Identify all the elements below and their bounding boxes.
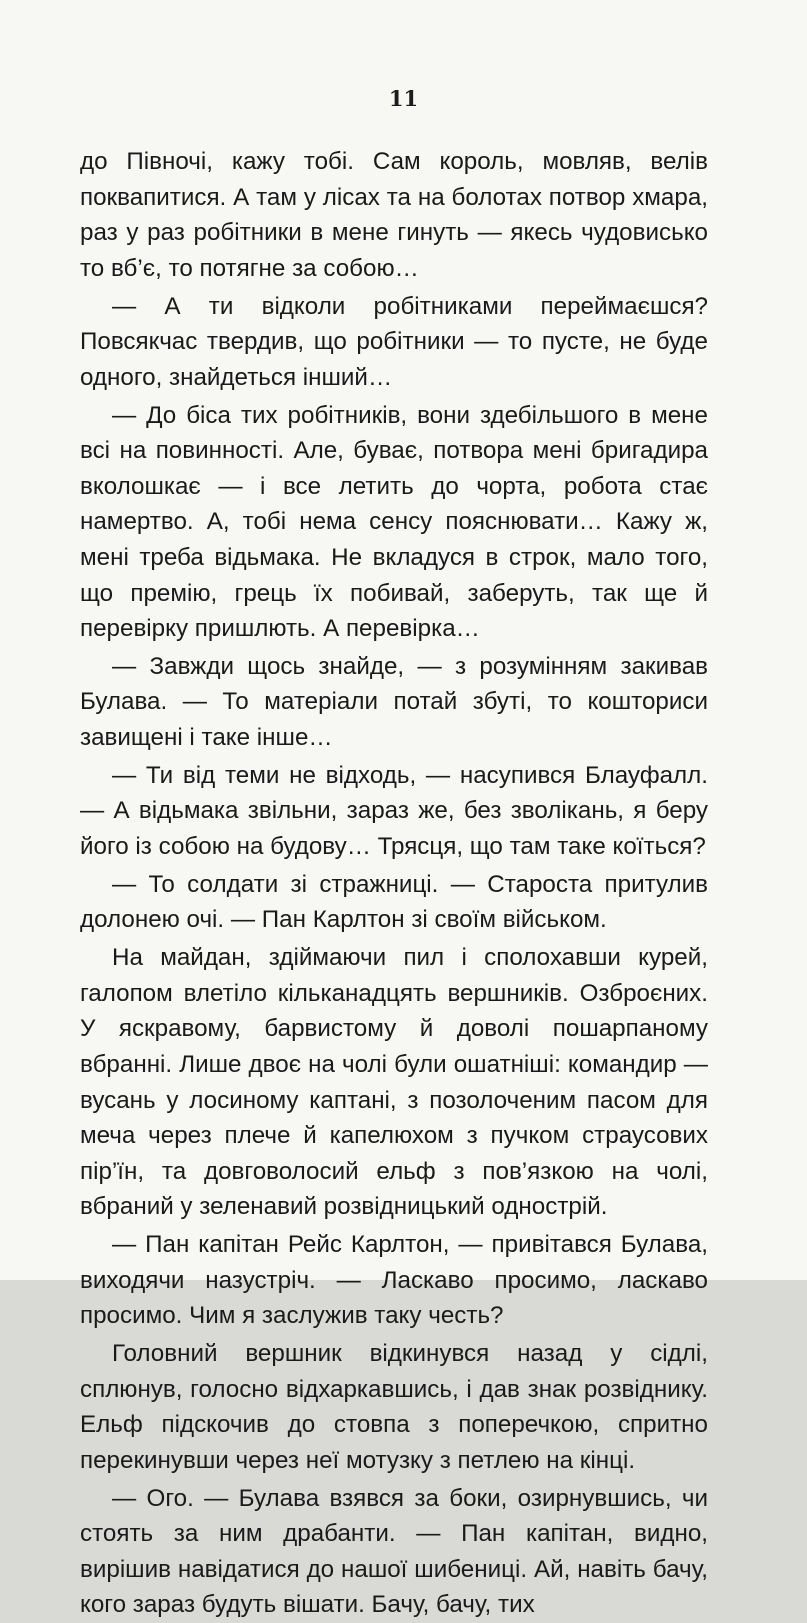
body-text [80,144,708,1623]
paragraph-3: — До біса тих робітників, вони здебільшого в мене всі на повинності. Але, буває, потвора мені бригадира вколошкає — і все летить до чорта, робота стає намертво. А, тобі нема сенсу пояснювати… Кажу ж, мені треба відьмака. Не вкладуся в строк, мало того, що премію, грець їх побивай, заберуть, так ще й перевірку пришлють. А перевірка… [80,401,708,643]
paragraph-1: до Півночі, кажу тобі. Сам король, мовляв, велів поквапитися. А там у лісах та на болотах потвор хмара, раз у раз робітники в мене гинуть — якесь чудовисько то вб’є, то потягне за собою… [80,148,708,282]
paragraph-6: — То солдати зі стражниці. — Староста притулив долонею очі. — Пан Карлтон зі своїм військом. [80,870,708,934]
page-number: 11 [388,86,419,111]
paragraph-5: — Ти від теми не відходь, — насупився Блауфалл. — А відьмака звільни, зараз же, без зволікань, я беру його із собою на будову… Трясця, що там таке коїться? [80,761,708,861]
paragraph-8: — Пан капітан Рейс Карлтон, — привітався Булава, виходячи назустріч. — Ласкаво просимо, ласкаво просимо. Чим я заслужив таку честь? [80,1231,708,1330]
paragraph-4: — Завжди щось знайде, — з розумінням закивав Булава. — То матеріали потай збуті, то кошториси завищені і таке інше… [80,652,708,752]
paragraph-2: — А ти відколи робітниками переймаєшся? Повсякчас твердив, що робітники — то пусте, не буде одного, знайдеться інший… [80,292,708,391]
paragraph-10: — Ого. — Булава взявся за боки, озирнувшись, чи стоять за ним драбанти. — Пан капітан, видно, вирішив навідатися до нашої шибениці. Ай, навіть бачу, кого зараз будуть вішати. Бачу, бачу, тих [80,1484,708,1619]
paragraph-9: Головний вершник відкинувся назад у сідлі, сплюнув, голосно відхаркавшись, і дав знак розвіднику. Ельф підскочив до стовпа з поперечкою, спритно перекинувши через неї мотузку з петлею на кінці. [80,1340,708,1474]
paragraph-7: На майдан, здіймаючи пил і сполохавши курей, галопом влетіло кільканадцять вершників. Озброєних. У яскравому, барвистому й доволі пошарпаному вбранні. Лише двоє на чолі були ошатніші: командир — вусань у лосиному каптані, з позолоченим пасом для меча через плече й капелюхом з пучком страусових пір’їн, та довговолосий ельф з пов’язкою на чолі, вбраний у зеленавий розвідницький однострій. [80,944,708,1221]
